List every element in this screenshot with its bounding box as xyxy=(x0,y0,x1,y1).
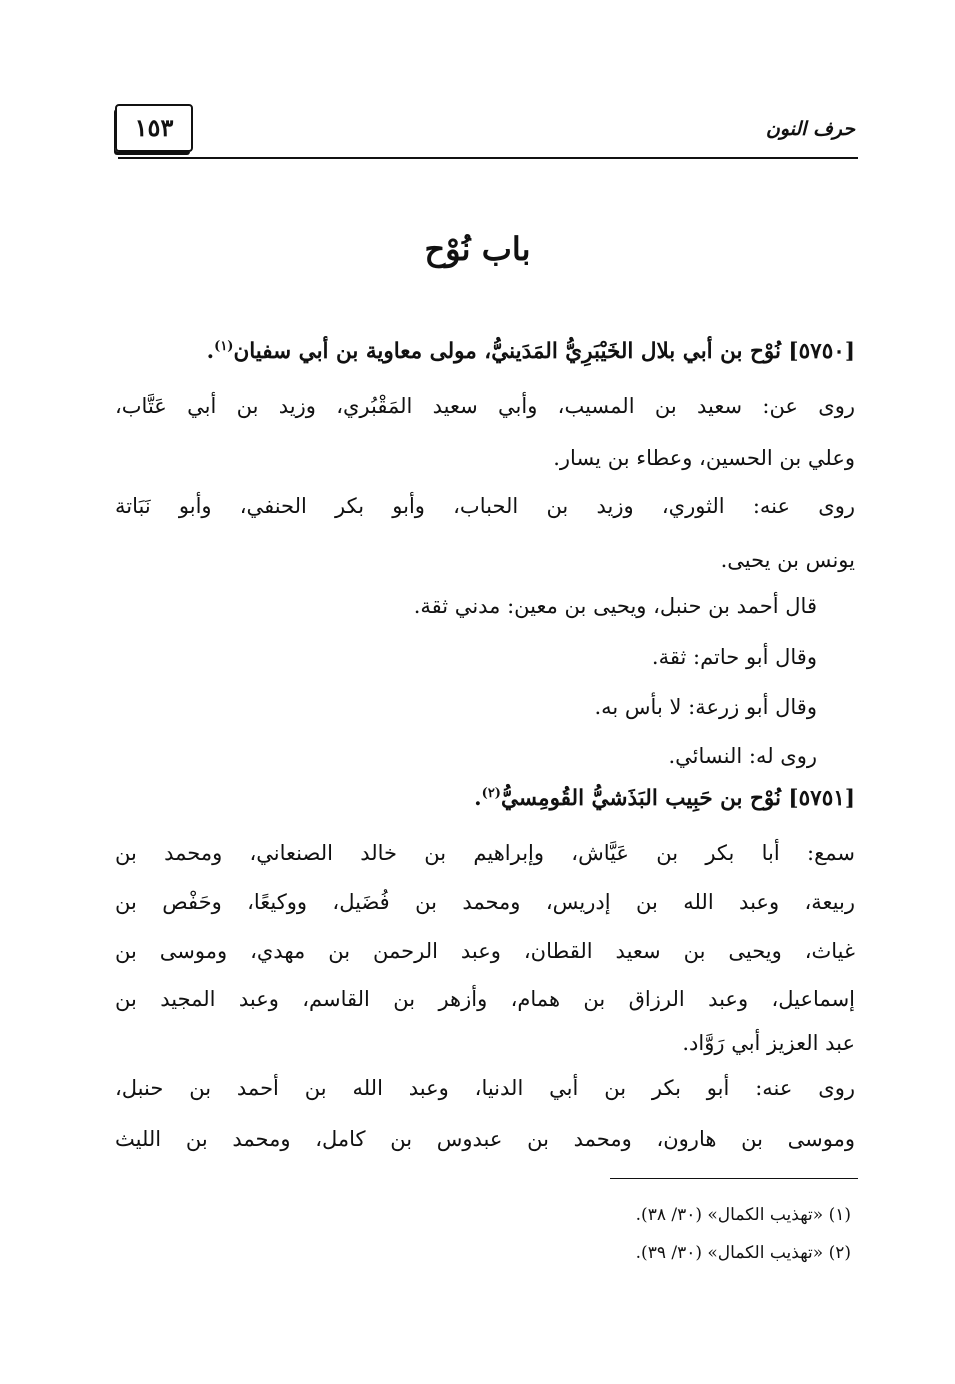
entry-heading-text: [٥٧٥١] نُوْح بن حَبِيب البَذَشيُّ القُومِسيُّ xyxy=(500,786,855,811)
text-line: وقال أبو حاتم: ثقة. xyxy=(651,645,817,669)
text-line: وموسى بن هارون، ومحمد بن عبدوس بن كامل، ومحمد بن الليث xyxy=(115,1127,855,1151)
text-line: روى عنه: الثوري، وزيد بن الحباب، وأبو بكر الحنفي، وأبو نَبَاتة xyxy=(115,494,855,518)
entry-heading xyxy=(207,337,855,367)
footnote: (١) «تهذيب الكمال» (٣٠/ ٣٨). xyxy=(635,1205,851,1225)
text-line: روى عنه: أبو بكر بن أبي الدنيا، وعبد الله بن أحمد بن حنبل، xyxy=(115,1076,855,1100)
text-line: ربيعة، وعبد الله بن إدريس، ومحمد بن فُضَيل، ووكيعًا، وحَفْص بن xyxy=(115,890,855,914)
entry-heading-end: . xyxy=(474,786,482,811)
text-line: يونس بن يحيى. xyxy=(720,548,855,572)
page-number-box xyxy=(115,104,193,152)
entry-heading-end: . xyxy=(206,339,215,364)
entry-heading-text: [٥٧٥٠] نُوْح بن أبي بلال الخَيْبَرِيُّ المَدَينيُّ، مولى معاوية بن أبي سفيان xyxy=(233,339,855,364)
text-line: قال أحمد بن حنبل، ويحيى بن معين: مدني ثقة. xyxy=(413,594,817,618)
text-line: روى عن: سعيد بن المسيب، وأبي سعيد المَقْبُري، وزيد بن أبي عَتَّاب، xyxy=(115,394,855,418)
chapter-title: باب نُوْح xyxy=(424,230,531,268)
text-line: سمع: أبا بكر بن عَيَّاش، وإبراهيم بن خالد الصنعاني، ومحمد بن xyxy=(115,841,855,865)
footnote-ref: (١) xyxy=(214,338,234,354)
footnote-rule xyxy=(610,1178,858,1179)
text-line: عبد العزيز أبي رَوَّاد. xyxy=(682,1031,855,1055)
header-rule xyxy=(118,157,858,159)
footnote-ref: (٢) xyxy=(481,785,501,801)
entry-heading xyxy=(474,784,855,814)
text-line: غياث، ويحيى بن سعيد القطان، وعبد الرحمن بن مهدي، وموسى بن xyxy=(115,939,855,963)
page-number: ١٥٣ xyxy=(134,113,174,142)
text-line: روى له: النسائي. xyxy=(668,744,817,768)
text-line: وعلي بن الحسين، وعطاء بن يسار. xyxy=(553,446,855,470)
text-line: إسماعيل، وعبد الرزاق بن همام، وأزهر بن القاسم، وعبد المجيد بن xyxy=(115,987,855,1011)
text-line: وقال أبو زرعة: لا بأس به. xyxy=(594,695,817,719)
running-head: حرف النون xyxy=(765,118,855,140)
footnote: (٢) «تهذيب الكمال» (٣٠/ ٣٩). xyxy=(635,1243,851,1263)
